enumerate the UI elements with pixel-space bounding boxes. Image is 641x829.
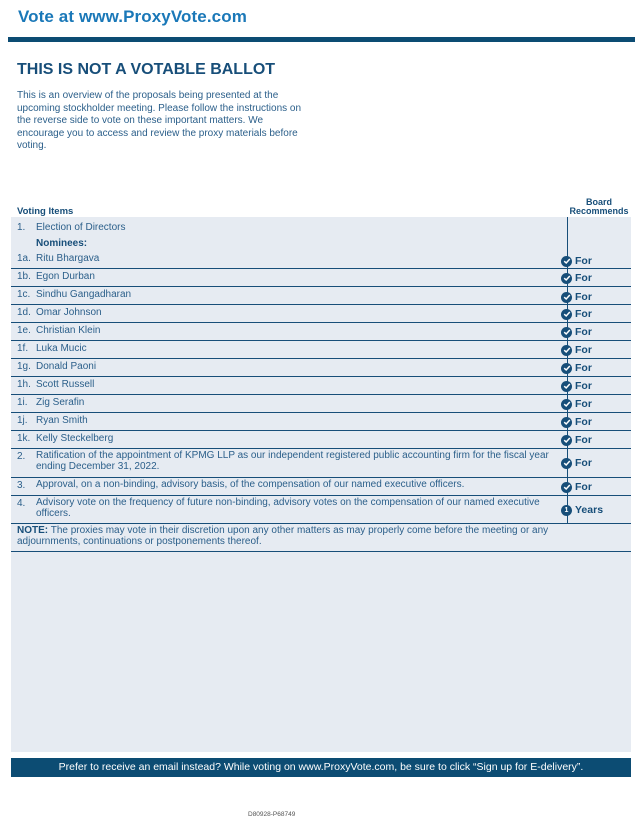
note <box>17 526 577 547</box>
nominee-name: Sindhu Gangadharan <box>36 289 132 300</box>
nominee-name: Donald Paoni <box>36 361 97 372</box>
recommendation-label: For <box>575 255 592 267</box>
check-circle-icon <box>561 309 572 320</box>
recommendation-label: For <box>575 481 592 493</box>
recommendation-label: For <box>575 272 592 284</box>
recommendation-label: For <box>575 457 592 469</box>
recommends-label: Recommends <box>569 206 629 216</box>
nominee-number: 1i. <box>17 397 28 408</box>
proposal-row <box>11 496 631 524</box>
proposal-text: Advisory vote on the frequency of future non-binding, advisory votes on the compensation of our named executive officers. <box>36 497 540 519</box>
nominee-number: 1f. <box>17 343 29 354</box>
recommendation <box>561 326 592 338</box>
recommendation-label: For <box>575 416 592 428</box>
edelivery-banner: Prefer to receive an email instead? While voting on www.ProxyVote.com, be sure to click “Sign up for E-delivery”. <box>11 758 631 777</box>
nominee-row <box>11 395 631 413</box>
nominee-number: 1g. <box>17 361 31 372</box>
note-divider <box>11 551 631 552</box>
nominee-row <box>11 251 631 269</box>
check-circle-icon <box>561 273 572 284</box>
recommendation-label: For <box>575 326 592 338</box>
recommendation-label: For <box>575 308 592 320</box>
nominee-number: 1c. <box>17 289 31 300</box>
recommendation-label: For <box>575 398 592 410</box>
note-label: NOTE: <box>17 525 49 536</box>
check-circle-icon <box>561 327 572 338</box>
recommendation-label: For <box>575 380 592 392</box>
check-circle-icon <box>561 458 572 469</box>
nominee-row <box>11 323 631 341</box>
proposal-number: 3. <box>17 480 26 491</box>
nominee-row <box>11 287 631 305</box>
recommendation <box>561 272 592 284</box>
check-circle-icon <box>561 435 572 446</box>
check-circle-icon <box>561 256 572 267</box>
recommendation <box>561 416 592 428</box>
recommendation <box>561 481 592 493</box>
recommendation <box>561 308 592 320</box>
recommendation <box>561 255 592 267</box>
nominee-number: 1b. <box>17 271 31 282</box>
nominee-number: 1d. <box>17 307 31 318</box>
nominee-name: Christian Klein <box>36 325 101 336</box>
check-circle-icon <box>561 363 572 374</box>
proposal-row <box>11 449 631 478</box>
proposal-text: Ratification of the appointment of KPMG LLP as our independent registered public accounting firm for the fiscal year ending December 31, 2022. <box>36 450 549 472</box>
note-text: The proxies may vote in their discretion upon any other matters as may properly come before the meeting or any adjournments, continuations or postponements thereof. <box>17 525 549 547</box>
recommendation <box>561 362 592 374</box>
proposal-row <box>11 478 631 496</box>
nominees-label: Nominees: <box>36 238 88 249</box>
recommendation <box>561 504 603 516</box>
nominee-name: Egon Durban <box>36 271 95 282</box>
nominee-row <box>11 305 631 323</box>
nominee-number: 1e. <box>17 325 31 336</box>
check-circle-icon <box>561 399 572 410</box>
nominee-name: Zig Serafin <box>36 397 85 408</box>
recommendation <box>561 434 592 446</box>
recommendation <box>561 398 592 410</box>
nominee-number: 1a. <box>17 253 31 264</box>
ballot-intro: This is an overview of the proposals being presented at the upcoming stockholder meeting. Please follow the instructions on the reverse side to vote on these important matters. We encourage you to access and review the proxy materials before voting. <box>17 90 302 151</box>
nominee-name: Scott Russell <box>36 379 95 390</box>
nominee-row <box>11 431 631 449</box>
nominee-name: Kelly Steckelberg <box>36 433 114 444</box>
proposal-number: 4. <box>17 498 26 509</box>
board-label: Board <box>585 197 612 207</box>
check-circle-icon <box>561 345 572 356</box>
recommendation-label: For <box>575 362 592 374</box>
nominee-number: 1h. <box>17 379 31 390</box>
nominee-number: 1j. <box>17 415 28 426</box>
check-circle-icon <box>561 292 572 303</box>
recommendation-label: For <box>575 434 592 446</box>
ballot-title: THIS IS NOT A VOTABLE BALLOT <box>17 61 276 78</box>
recommendation-label: For <box>575 344 592 356</box>
nominee-row <box>11 341 631 359</box>
nominee-number: 1k. <box>17 433 31 444</box>
nominee-name: Luka Mucic <box>36 343 87 354</box>
recommendation <box>561 457 592 469</box>
item-label: Election of Directors <box>36 222 126 233</box>
board-recommends-header <box>566 198 632 216</box>
recommendation-label: For <box>575 291 592 303</box>
recommendation <box>561 291 592 303</box>
number-badge-icon: 1 <box>561 505 572 516</box>
proposal-text: Approval, on a non-binding, advisory basis, of the compensation of our named executive officers. <box>36 479 465 490</box>
check-circle-icon <box>561 482 572 493</box>
header-title: Vote at www.ProxyVote.com <box>18 7 247 26</box>
recommendation <box>561 344 592 356</box>
item-number: 1. <box>17 222 26 233</box>
recommendation <box>561 380 592 392</box>
header-rule <box>8 37 635 42</box>
nominee-name: Ryan Smith <box>36 415 88 426</box>
nominee-row <box>11 269 631 287</box>
check-circle-icon <box>561 381 572 392</box>
nominee-row <box>11 413 631 431</box>
nominee-name: Ritu Bhargava <box>36 253 100 264</box>
recommendation-label: Years <box>575 504 604 516</box>
nominee-name: Omar Johnson <box>36 307 102 318</box>
nominee-row <box>11 359 631 377</box>
form-code: D80928-P68749 <box>248 811 296 818</box>
check-circle-icon <box>561 417 572 428</box>
voting-items-header: Voting Items <box>17 206 74 217</box>
nominee-row <box>11 377 631 395</box>
proposal-number: 2. <box>17 451 26 462</box>
